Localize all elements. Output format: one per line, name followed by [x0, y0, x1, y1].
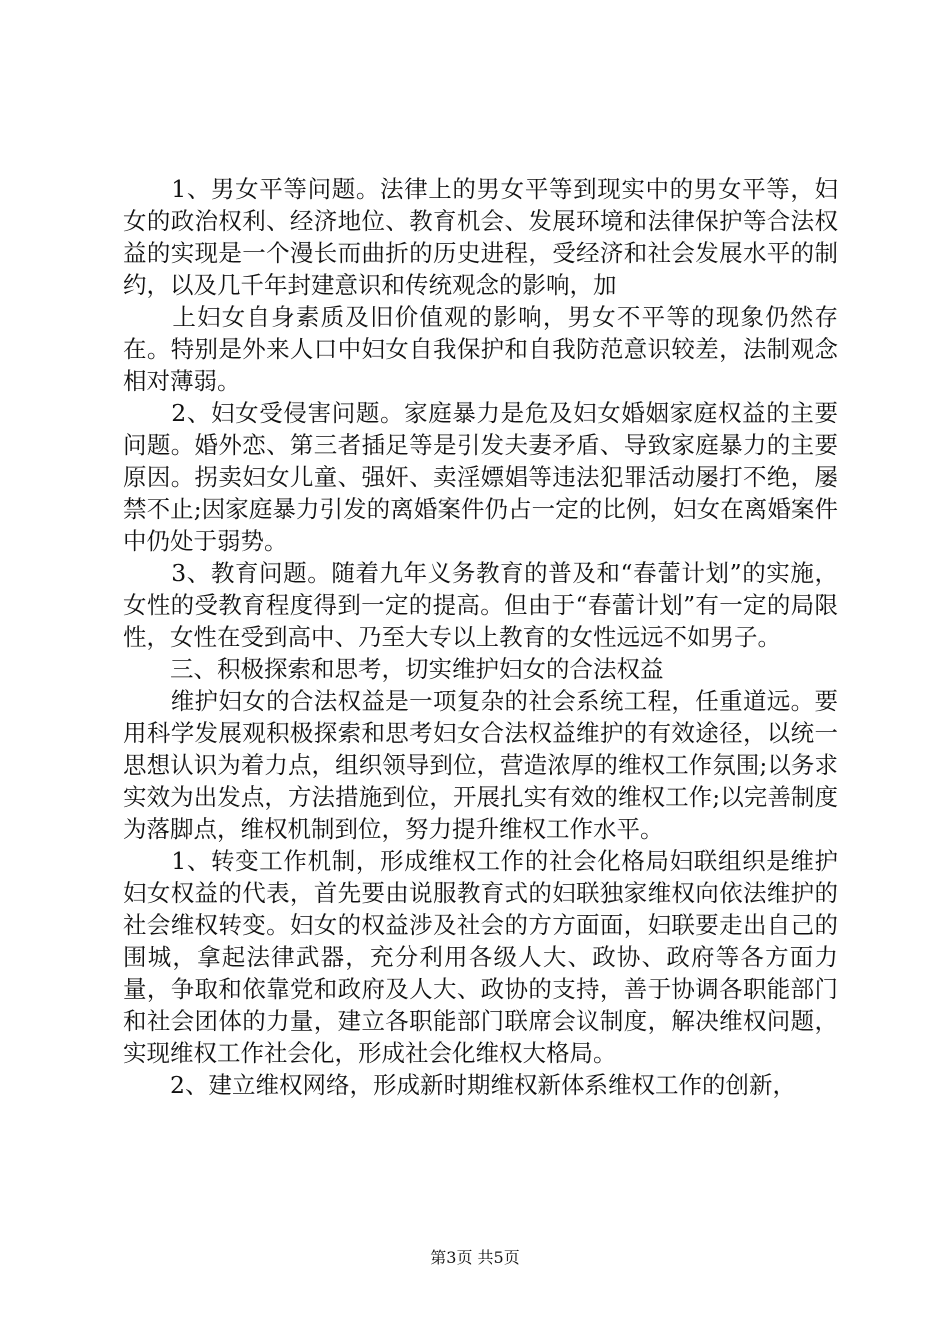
section-heading-three: 三、积极探索和思考，切实维护妇女的合法权益 [123, 655, 664, 683]
paragraph-education: 3、教育问题。随着九年义务教育的普及和“春蕾计划”的实施，女性的受教育程度得到一定的提高。但由于“春蕾计划”有一定的局限性，女性在受到高中、乃至大专以上教育的女性远远不如男子。 [123, 559, 838, 651]
page-number: 第3页 共5页 [430, 1248, 520, 1267]
paragraph-rights-protection: 维护妇女的合法权益是一项复杂的社会系统工程，任重道远。要用科学发展观积极探索和思考妇女合法权益维护的有效途径，以统一思想认识为着力点，组织领导到位，营造浓厚的维权工作氛围;以务求实效为出发点，方法措施到位，开展扎实有效的维权工作;以完善制度为落脚点，维权机制到位，努力提升维权工作水平。 [123, 687, 838, 843]
paragraph-equality: 1、男女平等问题。法律上的男女平等到现实中的男女平等，妇女的政治权利、经济地位、教育机会、发展环境和法律保护等合法权益的实现是一个漫长而曲折的历史进程，受经济和社会发展水平的制约，以及几千年封建意识和传统观念的影响，加 [123, 175, 838, 299]
paragraph-network: 2、建立维权网络，形成新时期维权新体系维权工作的创新， [123, 1071, 796, 1099]
document-body [123, 173, 838, 1101]
paragraph-infringement: 2、妇女受侵害问题。家庭暴力是危及妇女婚姻家庭权益的主要问题。婚外恋、第三者插足等是引发夫妻矛盾、导致家庭暴力的主要原因。拐卖妇女儿童、强奸、卖淫嫖娼等违法犯罪活动屡打不绝，屡禁不止;因家庭暴力引发的离婚案件仍占一定的比例，妇女在离婚案件中仍处于弱势。 [123, 399, 838, 555]
paragraph-equality-continued: 上妇女自身素质及旧价值观的影响，男女不平等的现象仍然存在。特别是外来人口中妇女自我保护和自我防范意识较差，法制观念相对薄弱。 [123, 303, 838, 395]
paragraph-mechanism: 1、转变工作机制，形成维权工作的社会化格局妇联组织是维护妇女权益的代表，首先要由说服教育式的妇联独家维权向依法维护的社会维权转变。妇女的权益涉及社会的方方面面，妇联要走出自己的围城，拿起法律武器，充分利用各级人大、政协、政府等各方面力量，争取和依靠党和政府及人大、政协的支持，善于协调各职能部门和社会团体的力量，建立各职能部门联席会议制度，解决维权问题，实现维权工作社会化，形成社会化维权大格局。 [123, 847, 838, 1067]
